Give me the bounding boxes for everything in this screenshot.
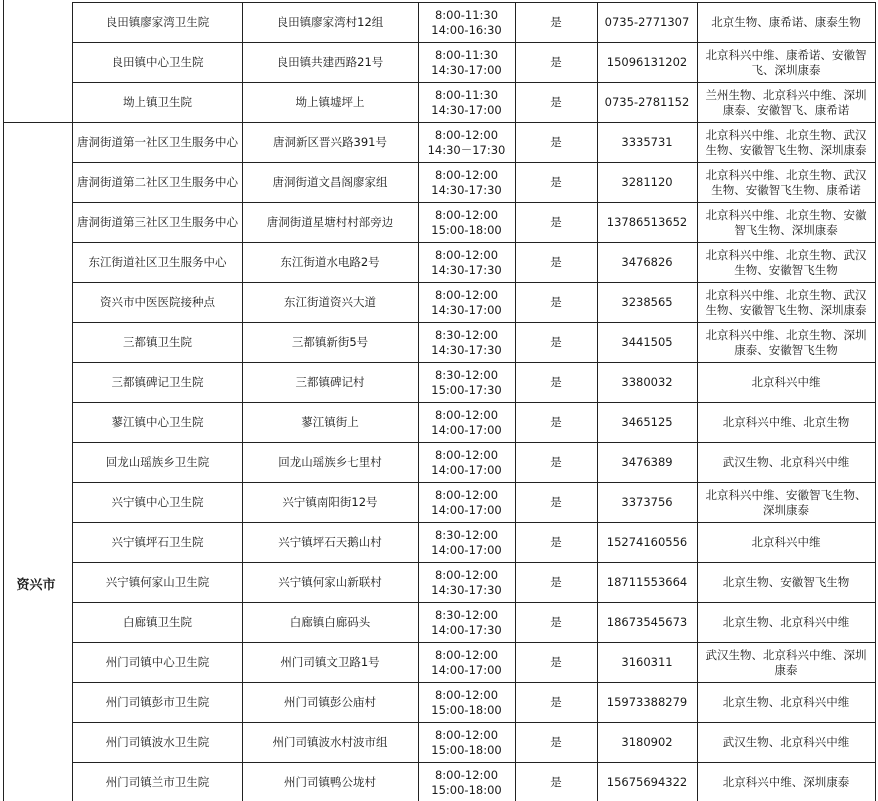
phone-number-cell bbox=[597, 363, 698, 403]
site-name-cell bbox=[72, 363, 243, 403]
availability-cell bbox=[515, 443, 598, 483]
opening-hours: 8:00-12:00 15:00-18:00 bbox=[431, 207, 502, 237]
region-divider bbox=[3, 122, 73, 123]
vaccine-brands: 北京科兴中维、北京生物、武汉生物、安徽智飞生物、康希诺 bbox=[705, 167, 867, 197]
site-address-cell bbox=[242, 643, 419, 683]
site-name-cell bbox=[72, 643, 243, 683]
site-name: 蓼江镇中心卫生院 bbox=[111, 415, 204, 429]
site-name: 白廊镇卫生院 bbox=[123, 615, 192, 629]
phone-number-cell bbox=[597, 603, 698, 643]
vaccine-brands-cell bbox=[697, 3, 876, 43]
vaccine-brands: 北京科兴中维、北京生物、武汉生物、安徽智飞生物 bbox=[705, 247, 867, 277]
availability-cell bbox=[515, 683, 598, 723]
site-address-cell bbox=[242, 523, 419, 563]
availability-cell bbox=[515, 483, 598, 523]
site-address-cell bbox=[242, 763, 419, 801]
opening-hours-cell bbox=[418, 163, 516, 203]
opening-hours-cell bbox=[418, 443, 516, 483]
availability: 是 bbox=[550, 535, 562, 549]
opening-hours-cell bbox=[418, 243, 516, 283]
phone-number: 0735-2771307 bbox=[604, 15, 690, 29]
site-address: 唐洞街道文昌阁廖家组 bbox=[272, 175, 388, 189]
phone-number: 13786513652 bbox=[606, 215, 688, 229]
availability-cell bbox=[515, 323, 598, 363]
site-address: 州门司镇鸭公垅村 bbox=[284, 775, 376, 789]
availability: 是 bbox=[550, 575, 562, 589]
site-name: 唐洞街道第二社区卫生服务中心 bbox=[77, 175, 238, 189]
phone-number: 15675694322 bbox=[606, 775, 688, 789]
site-name: 良田镇廖家湾卫生院 bbox=[105, 15, 210, 29]
vaccine-brands: 北京科兴中维、北京生物、深圳康泰、安徽智飞生物 bbox=[705, 327, 867, 357]
opening-hours-cell bbox=[418, 683, 516, 723]
site-address: 唐洞街道星塘村村部旁边 bbox=[266, 215, 394, 229]
site-name-cell bbox=[72, 603, 243, 643]
opening-hours-cell bbox=[418, 563, 516, 603]
region-label: 资兴市 bbox=[16, 578, 56, 593]
vaccine-brands-cell bbox=[697, 43, 876, 83]
vaccine-brands: 武汉生物、北京科兴中维、深圳康泰 bbox=[705, 647, 867, 677]
opening-hours-cell bbox=[418, 43, 516, 83]
site-address: 三都镇新街5号 bbox=[291, 335, 369, 349]
site-name-cell bbox=[72, 683, 243, 723]
phone-number: 3476389 bbox=[621, 455, 673, 469]
opening-hours: 8:00-12:00 14:30-17:30 bbox=[431, 567, 502, 597]
phone-number-cell bbox=[597, 763, 698, 801]
site-address-cell bbox=[242, 3, 419, 43]
site-address-cell bbox=[242, 483, 419, 523]
availability-cell bbox=[515, 723, 598, 763]
site-address-cell bbox=[242, 123, 419, 163]
phone-number-cell bbox=[597, 723, 698, 763]
vaccine-brands-cell bbox=[697, 523, 876, 563]
phone-number: 3180902 bbox=[621, 735, 673, 749]
site-name-cell bbox=[72, 43, 243, 83]
site-name: 回龙山瑶族乡卫生院 bbox=[105, 455, 210, 469]
availability: 是 bbox=[550, 335, 562, 349]
vaccine-brands: 北京科兴中维、北京生物、武汉生物、安徽智飞生物、深圳康泰 bbox=[705, 127, 867, 157]
site-address-cell bbox=[242, 603, 419, 643]
phone-number: 3476826 bbox=[621, 255, 673, 269]
availability: 是 bbox=[550, 655, 562, 669]
site-name-cell bbox=[72, 243, 243, 283]
opening-hours: 8:00-12:00 14:00-17:00 bbox=[431, 487, 502, 517]
phone-number: 3441505 bbox=[621, 335, 673, 349]
opening-hours: 8:30-12:00 14:00-17:30 bbox=[431, 607, 502, 637]
site-name-cell bbox=[72, 563, 243, 603]
site-address-cell bbox=[242, 723, 419, 763]
opening-hours: 8:00-11:30 14:00-16:30 bbox=[431, 7, 502, 37]
vaccine-brands: 北京生物、安徽智飞生物 bbox=[722, 575, 850, 589]
opening-hours-cell bbox=[418, 203, 516, 243]
opening-hours: 8:00-12:00 14:30－17:30 bbox=[427, 127, 506, 157]
vaccine-brands: 北京生物、康希诺、康泰生物 bbox=[711, 15, 861, 29]
site-name: 唐洞街道第一社区卫生服务中心 bbox=[77, 135, 238, 149]
phone-number-cell bbox=[597, 3, 698, 43]
opening-hours-cell bbox=[418, 523, 516, 563]
site-name-cell bbox=[72, 163, 243, 203]
opening-hours: 8:00-12:00 15:00-18:00 bbox=[431, 767, 502, 797]
opening-hours: 8:00-12:00 14:30-17:30 bbox=[431, 247, 502, 277]
site-address: 白廊镇白廊码头 bbox=[289, 615, 371, 629]
availability-cell bbox=[515, 203, 598, 243]
site-address: 东江街道资兴大道 bbox=[284, 295, 376, 309]
phone-number-cell bbox=[597, 523, 698, 563]
site-address: 兴宁镇坪石天鹅山村 bbox=[278, 535, 382, 549]
opening-hours: 8:00-12:00 14:30-17:30 bbox=[431, 167, 502, 197]
phone-number-cell bbox=[597, 43, 698, 83]
site-address: 蓼江镇街上 bbox=[301, 415, 359, 429]
site-name-cell bbox=[72, 283, 243, 323]
availability: 是 bbox=[550, 295, 562, 309]
vaccine-brands: 北京科兴中维、北京生物 bbox=[722, 415, 850, 429]
phone-number: 3335731 bbox=[621, 135, 673, 149]
site-address-cell bbox=[242, 443, 419, 483]
availability-cell bbox=[515, 3, 598, 43]
vaccine-brands: 北京生物、北京科兴中维 bbox=[722, 695, 850, 709]
vaccine-brands-cell bbox=[697, 643, 876, 683]
availability: 是 bbox=[550, 775, 562, 789]
site-address-cell bbox=[242, 683, 419, 723]
opening-hours: 8:00-11:30 14:30-17:00 bbox=[431, 47, 502, 77]
vaccine-brands-cell bbox=[697, 603, 876, 643]
site-address: 州门司镇波水村波市组 bbox=[272, 735, 388, 749]
availability-cell bbox=[515, 643, 598, 683]
opening-hours: 8:00-12:00 15:00-18:00 bbox=[431, 687, 502, 717]
vaccine-brands: 北京科兴中维、北京生物、安徽智飞生物、深圳康泰 bbox=[705, 207, 867, 237]
vaccine-brands: 北京科兴中维、康希诺、安徽智飞、深圳康泰 bbox=[705, 47, 867, 77]
phone-number: 15973388279 bbox=[606, 695, 688, 709]
phone-number: 3380032 bbox=[621, 375, 673, 389]
site-address-cell bbox=[242, 563, 419, 603]
site-address: 州门司镇文卫路1号 bbox=[280, 655, 380, 669]
site-address-cell bbox=[242, 363, 419, 403]
phone-number-cell bbox=[597, 123, 698, 163]
opening-hours: 8:00-12:00 14:00-17:00 bbox=[431, 647, 502, 677]
opening-hours-cell bbox=[418, 403, 516, 443]
site-name-cell bbox=[72, 443, 243, 483]
vaccine-brands-cell bbox=[697, 363, 876, 403]
site-address-cell bbox=[242, 323, 419, 363]
site-address-cell bbox=[242, 203, 419, 243]
site-name: 州门司镇波水卫生院 bbox=[105, 735, 210, 749]
phone-number-cell bbox=[597, 643, 698, 683]
availability-cell bbox=[515, 763, 598, 801]
phone-number-cell bbox=[597, 323, 698, 363]
site-address: 州门司镇彭公庙村 bbox=[284, 695, 376, 709]
availability-cell bbox=[515, 363, 598, 403]
opening-hours: 8:00-12:00 14:00-17:00 bbox=[431, 407, 502, 437]
vaccine-brands-cell bbox=[697, 243, 876, 283]
availability: 是 bbox=[550, 415, 562, 429]
site-address: 东江街道水电路2号 bbox=[280, 255, 380, 269]
phone-number: 15274160556 bbox=[606, 535, 688, 549]
availability-cell bbox=[515, 163, 598, 203]
vaccine-brands-cell bbox=[697, 323, 876, 363]
vaccine-brands-cell bbox=[697, 763, 876, 801]
availability: 是 bbox=[550, 255, 562, 269]
site-address-cell bbox=[242, 43, 419, 83]
vaccine-brands: 兰州生物、北京科兴中维、深圳康泰、安徽智飞、康希诺 bbox=[705, 87, 867, 117]
site-address-cell bbox=[242, 163, 419, 203]
opening-hours-cell bbox=[418, 483, 516, 523]
site-address: 兴宁镇何家山新联村 bbox=[278, 575, 382, 589]
site-name-cell bbox=[72, 323, 243, 363]
opening-hours-cell bbox=[418, 283, 516, 323]
vaccine-brands: 北京科兴中维 bbox=[751, 375, 821, 389]
availability: 是 bbox=[550, 95, 562, 109]
site-name: 州门司镇彭市卫生院 bbox=[105, 695, 210, 709]
phone-number: 18711553664 bbox=[606, 575, 688, 589]
availability: 是 bbox=[550, 695, 562, 709]
phone-number-cell bbox=[597, 163, 698, 203]
site-name: 良田镇中心卫生院 bbox=[111, 55, 204, 69]
site-address: 三都镇碑记村 bbox=[295, 375, 365, 389]
availability: 是 bbox=[550, 735, 562, 749]
phone-number-cell bbox=[597, 283, 698, 323]
site-name-cell bbox=[72, 723, 243, 763]
site-name: 兴宁镇中心卫生院 bbox=[111, 495, 204, 509]
vaccine-brands-cell bbox=[697, 83, 876, 123]
vaccine-brands-cell bbox=[697, 163, 876, 203]
phone-number-cell bbox=[597, 83, 698, 123]
vaccine-brands: 北京生物、北京科兴中维 bbox=[722, 615, 850, 629]
vaccine-brands: 武汉生物、北京科兴中维 bbox=[722, 735, 850, 749]
availability: 是 bbox=[550, 55, 562, 69]
opening-hours: 8:00-12:00 14:30-17:00 bbox=[431, 287, 502, 317]
site-address: 良田镇廖家湾村12组 bbox=[276, 15, 384, 29]
availability-cell bbox=[515, 283, 598, 323]
phone-number-cell bbox=[597, 483, 698, 523]
opening-hours: 8:30-12:00 14:00-17:00 bbox=[431, 527, 502, 557]
site-name: 州门司镇中心卫生院 bbox=[105, 655, 210, 669]
vaccine-brands: 北京科兴中维 bbox=[751, 535, 821, 549]
site-name: 东江街道社区卫生服务中心 bbox=[88, 255, 227, 269]
opening-hours-cell bbox=[418, 3, 516, 43]
site-name-cell bbox=[72, 763, 243, 801]
site-name: 州门司镇兰市卫生院 bbox=[105, 775, 210, 789]
phone-number: 15096131202 bbox=[606, 55, 688, 69]
site-address-cell bbox=[242, 83, 419, 123]
availability: 是 bbox=[550, 135, 562, 149]
phone-number: 3281120 bbox=[621, 175, 673, 189]
availability: 是 bbox=[550, 15, 562, 29]
opening-hours-cell bbox=[418, 643, 516, 683]
vaccine-brands-cell bbox=[697, 723, 876, 763]
phone-number: 0735-2781152 bbox=[604, 95, 690, 109]
site-address-cell bbox=[242, 243, 419, 283]
phone-number-cell bbox=[597, 243, 698, 283]
phone-number: 3160311 bbox=[621, 655, 673, 669]
availability-cell bbox=[515, 43, 598, 83]
site-address: 坳上镇墟坪上 bbox=[295, 95, 365, 109]
site-name: 三都镇卫生院 bbox=[123, 335, 192, 349]
phone-number-cell bbox=[597, 683, 698, 723]
phone-number-cell bbox=[597, 443, 698, 483]
phone-number: 18673545673 bbox=[606, 615, 688, 629]
availability-cell bbox=[515, 523, 598, 563]
availability-cell bbox=[515, 243, 598, 283]
site-name: 唐洞街道第三社区卫生服务中心 bbox=[77, 215, 238, 229]
availability-cell bbox=[515, 83, 598, 123]
site-name: 三都镇碑记卫生院 bbox=[111, 375, 204, 389]
opening-hours-cell bbox=[418, 363, 516, 403]
opening-hours-cell bbox=[418, 83, 516, 123]
opening-hours-cell bbox=[418, 123, 516, 163]
opening-hours-cell bbox=[418, 723, 516, 763]
opening-hours: 8:30-12:00 15:00-17:30 bbox=[431, 367, 502, 397]
availability: 是 bbox=[550, 455, 562, 469]
vaccine-brands-cell bbox=[697, 443, 876, 483]
site-name: 资兴市中医医院接种点 bbox=[100, 295, 215, 309]
site-address: 良田镇共建西路21号 bbox=[276, 55, 384, 69]
vaccine-brands-cell bbox=[697, 203, 876, 243]
site-name-cell bbox=[72, 483, 243, 523]
site-address: 回龙山瑶族乡七里村 bbox=[278, 455, 382, 469]
site-name-cell bbox=[72, 523, 243, 563]
vaccine-brands-cell bbox=[697, 283, 876, 323]
phone-number: 3465125 bbox=[621, 415, 673, 429]
opening-hours: 8:00-12:00 15:00-18:00 bbox=[431, 727, 502, 757]
availability-cell bbox=[515, 603, 598, 643]
site-name: 坳上镇卫生院 bbox=[123, 95, 192, 109]
site-address-cell bbox=[242, 403, 419, 443]
phone-number: 3373756 bbox=[621, 495, 673, 509]
site-name-cell bbox=[72, 83, 243, 123]
site-name-cell bbox=[72, 3, 243, 43]
site-name: 兴宁镇何家山卫生院 bbox=[105, 575, 210, 589]
site-name-cell bbox=[72, 403, 243, 443]
vaccine-brands-cell bbox=[697, 563, 876, 603]
phone-number-cell bbox=[597, 563, 698, 603]
availability: 是 bbox=[550, 375, 562, 389]
site-name-cell bbox=[72, 203, 243, 243]
site-address: 唐洞新区晋兴路391号 bbox=[273, 135, 387, 149]
availability-cell bbox=[515, 403, 598, 443]
vaccine-brands-cell bbox=[697, 403, 876, 443]
availability-cell bbox=[515, 123, 598, 163]
opening-hours-cell bbox=[418, 323, 516, 363]
vaccine-brands-cell bbox=[697, 683, 876, 723]
availability: 是 bbox=[550, 215, 562, 229]
opening-hours: 8:00-11:30 14:30-17:00 bbox=[431, 87, 502, 117]
vaccine-brands: 北京科兴中维、北京生物、武汉生物、安徽智飞生物、深圳康泰 bbox=[705, 287, 867, 317]
phone-number-cell bbox=[597, 403, 698, 443]
phone-number: 3238565 bbox=[621, 295, 673, 309]
site-address-cell bbox=[242, 283, 419, 323]
vaccine-brands: 北京科兴中维、安徽智飞生物、深圳康泰 bbox=[705, 487, 867, 517]
vaccine-brands: 武汉生物、北京科兴中维 bbox=[722, 455, 850, 469]
vaccine-brands-cell bbox=[697, 483, 876, 523]
availability: 是 bbox=[550, 495, 562, 509]
vaccine-brands-cell bbox=[697, 123, 876, 163]
availability: 是 bbox=[550, 615, 562, 629]
availability: 是 bbox=[550, 175, 562, 189]
site-name: 兴宁镇坪石卫生院 bbox=[111, 535, 204, 549]
vaccine-brands: 北京科兴中维、深圳康泰 bbox=[722, 775, 850, 789]
site-address: 兴宁镇南阳街12号 bbox=[282, 495, 378, 509]
opening-hours: 8:00-12:00 14:00-17:00 bbox=[431, 447, 502, 477]
opening-hours-cell bbox=[418, 603, 516, 643]
site-name-cell bbox=[72, 123, 243, 163]
opening-hours-cell bbox=[418, 763, 516, 801]
phone-number-cell bbox=[597, 203, 698, 243]
table-left-border bbox=[3, 0, 4, 801]
opening-hours: 8:30-12:00 14:30-17:30 bbox=[431, 327, 502, 357]
availability-cell bbox=[515, 563, 598, 603]
